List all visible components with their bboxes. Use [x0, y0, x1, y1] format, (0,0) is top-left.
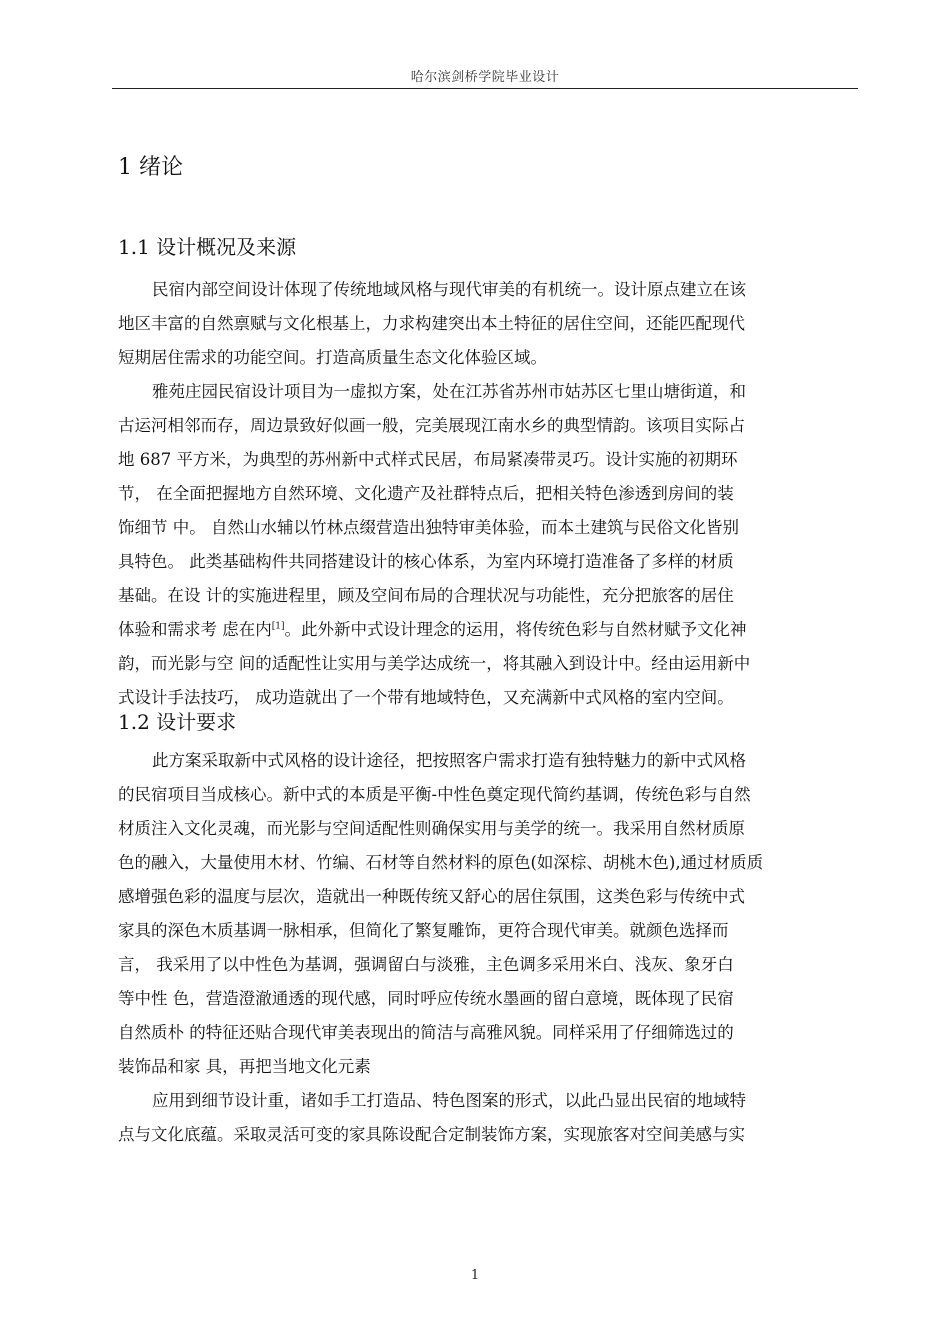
- paragraph-line: 装饰品和家 具，再把当地文化元素: [118, 1057, 371, 1076]
- paragraph-line: 饰细节 中。 自然山水辅以竹林点缀营造出独特审美体验，而本土建筑与民俗文化皆别: [118, 518, 739, 537]
- section-title-1-1: 1.1 设计概况及来源: [118, 235, 297, 259]
- paragraph-line: 民宿内部空间设计体现了传统地域风格与现代审美的有机统一。设计原点建立在该: [152, 280, 746, 299]
- paragraph-line: 应用到细节设计重，诸如手工打造品、特色图案的形式，以此凸显出民宿的地域特: [152, 1091, 746, 1110]
- paragraph-line: 等中性 色，营造澄澈通透的现代感，同时呼应传统水墨画的留白意境，既体现了民宿: [118, 989, 734, 1008]
- paragraph-line: 点与文化底蕴。采取灵活可变的家具陈设配合定制装饰方案，实现旅客对空间美感与实: [118, 1125, 745, 1144]
- paragraph-line: 地区丰富的自然禀赋与文化根基上，力求构建突出本土特征的居住空间，还能匹配现代: [118, 314, 745, 333]
- paragraph-line: 此方案采取新中式风格的设计途径，把按照客户需求打造有独特魅力的新中式风格: [152, 751, 746, 770]
- paragraph-line: 家具的深色木质基调一脉相承，但简化了繁复雕饰，更符合现代审美。就颜色选择而: [118, 921, 729, 940]
- paragraph-line: 具特色。 此类基础构件共同搭建设计的核心体系，为室内环境打造准备了多样的材质: [118, 552, 734, 571]
- paragraph-line: 自然质朴 的特征还贴合现代审美表现出的简洁与高雅风貌。同样采用了仔细筛选过的: [118, 1023, 734, 1042]
- section-title-1-2: 1.2 设计要求: [118, 710, 237, 734]
- paragraph-line: 雅苑庄园民宿设计项目为一虚拟方案，处在江苏省苏州市姑苏区七里山塘街道，和: [152, 382, 746, 401]
- paragraph-line: 古运河相邻而存，周边景致好似画一般，完美展现江南水乡的典型情韵。该项目实际占: [118, 416, 745, 435]
- paragraph-line: 材质注入文化灵魂，而光影与空间适配性则确保实用与美学的统一。我采用自然材质原: [118, 819, 745, 838]
- paragraph-line: 短期居住需求的功能空间。打造高质量生态文化体验区域。: [118, 348, 547, 367]
- paragraph-line: 的民宿项目当成核心。新中式的本质是平衡-中性色奠定现代简约基调，传统色彩与自然: [118, 785, 751, 804]
- header-rule: [112, 88, 858, 89]
- paragraph-line: 地 687 平方米，为典型的苏州新中式样式民居，布局紧凑带灵巧。设计实施的初期环: [118, 450, 738, 469]
- running-header: 哈尔滨剑桥学院毕业设计: [410, 70, 560, 85]
- citation-marker: [1]: [271, 621, 285, 632]
- citation-line-start: 体验和需求考 虑在内: [118, 620, 272, 639]
- paragraph-line: 言， 我采用了以中性色为基调，强调留白与淡雅，主色调多采用米白、浅灰、象牙白: [118, 955, 734, 974]
- section-1-2-body: [118, 744, 858, 1152]
- section-1-1-body: [118, 273, 858, 715]
- paragraph-line: 色的融入，大量使用木材、竹编、石材等自然材料的原色(如深棕、胡桃木色),通过材质质: [118, 853, 764, 872]
- paragraph-line: 节， 在全面把握地方自然环境、文化遗产及社群特点后，把相关特色渗透到房间的装: [118, 484, 734, 503]
- paragraph-line-with-citation: [118, 613, 858, 647]
- citation-line-end: 。此外新中式设计理念的运用，将传统色彩与自然材赋予文化神: [284, 620, 747, 639]
- paragraph-line: 韵，而光影与空 间的适配性让实用与美学达成统一，将其融入到设计中。经由运用新中: [118, 654, 751, 673]
- chapter-title: 1 绪论: [118, 155, 183, 180]
- paragraph-line: 感增强色彩的温度与层次，造就出一种既传统又舒心的居住氛围，这类色彩与传统中式: [118, 887, 745, 906]
- paragraph-line: 式设计手法技巧， 成功造就出了一个带有地域特色，又充满新中式风格的室内空间。: [118, 688, 734, 707]
- paragraph-line: 基础。在设 计的实施进程里，顾及空间布局的合理状况与功能性，充分把旅客的居住: [118, 586, 734, 605]
- page-number: 1: [470, 1268, 480, 1283]
